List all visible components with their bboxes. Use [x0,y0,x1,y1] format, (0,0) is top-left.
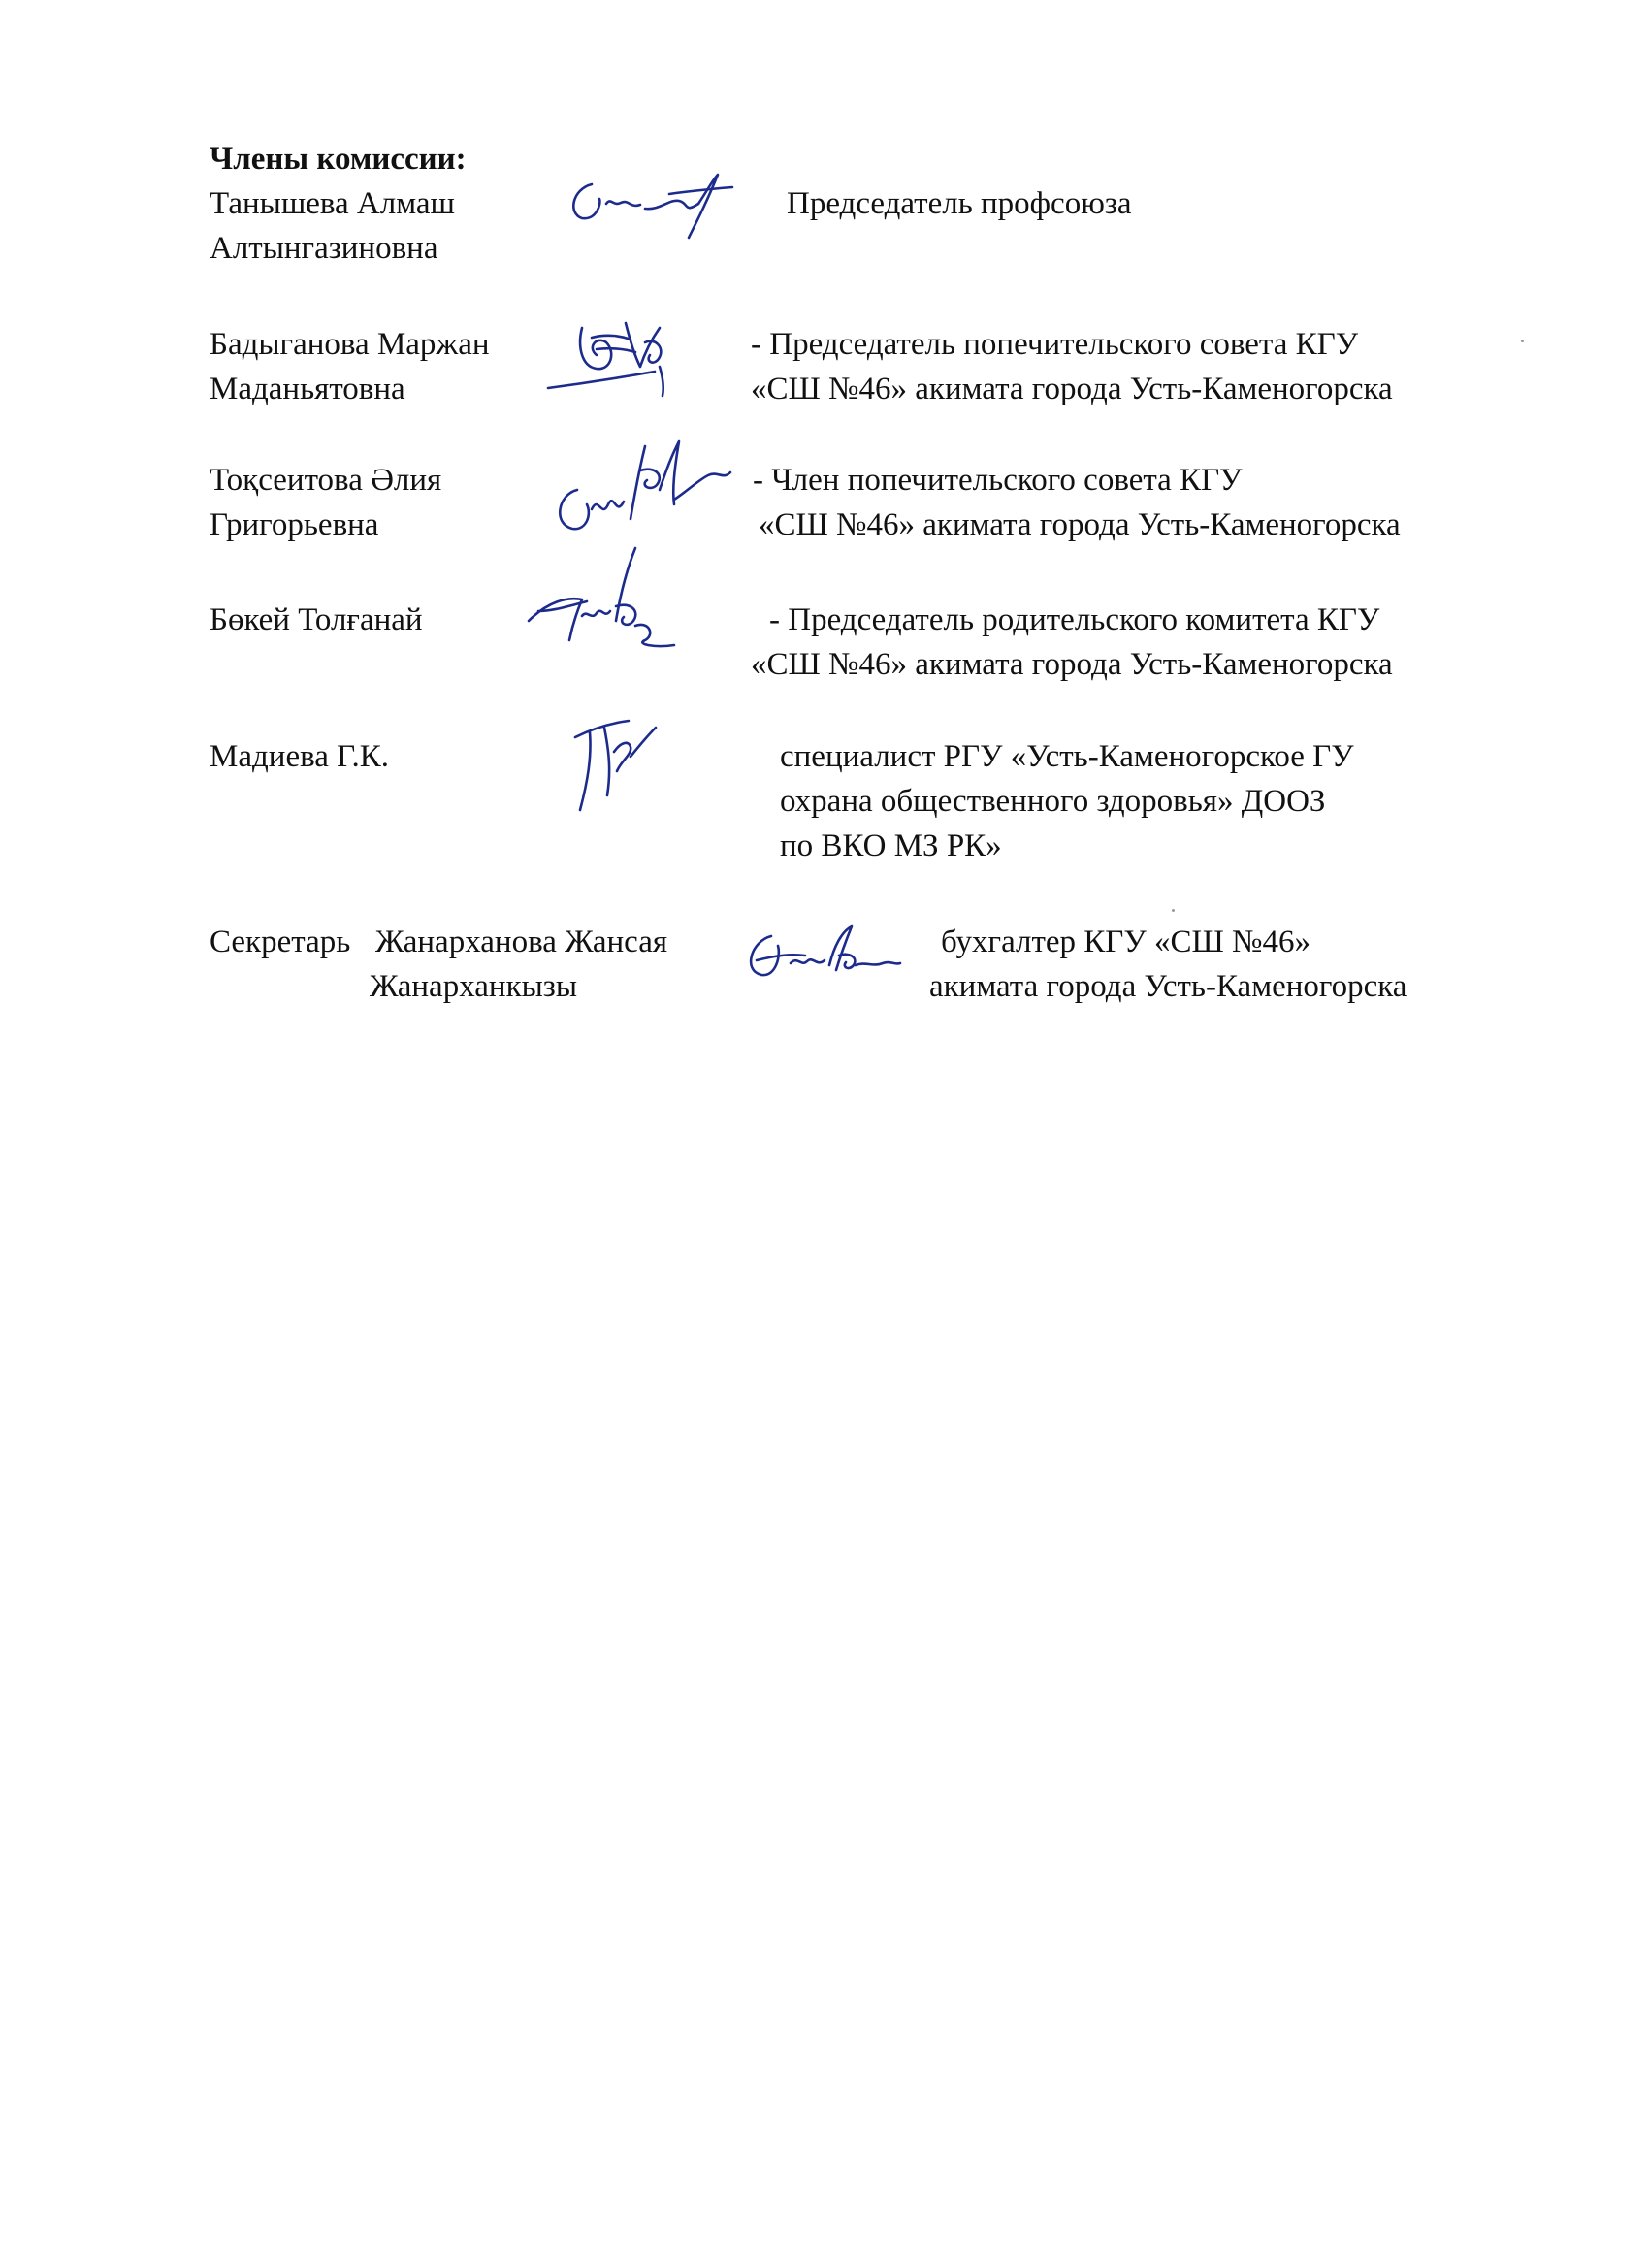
member-role-line: - Председатель родительского комитета КГУ [769,602,1380,637]
member-role-line: Председатель профсоюза [787,186,1132,221]
member-role-line: «СШ №46» акимата города Усть-Каменогорска [751,647,1393,682]
secretary-name-line: Жанарханова Жансая [375,924,668,959]
member-name-line: Григорьевна [210,507,379,542]
member-name-line: Бөкей Толғанай [210,602,423,637]
signature-icon [561,694,667,829]
secretary-role-line: бухгалтер КГУ «СШ №46» [941,924,1311,959]
member-role-line: по ВКО МЗ РК» [780,828,1002,863]
secretary-name-line: Жанарханкызы [370,969,577,1004]
heading: Члены комиссии: [210,142,467,177]
scan-speck [1172,909,1175,912]
member-role-line: «СШ №46» акимата города Усть-Каменогорска [759,507,1401,542]
member-name-line: Мадиева Г.К. [210,739,389,774]
member-name-line: Танышева Алмаш [210,186,455,221]
member-role-line: специалист РГУ «Усть-Каменогорское ГУ [780,739,1354,774]
signature-icon [538,299,694,405]
signature-icon [553,160,747,252]
scan-speck [1521,340,1524,342]
member-role-line: - Председатель попечительского совета КГУ [751,327,1359,362]
member-name-line: Алтынгазиновна [210,231,438,266]
member-role-line: - Член попечительского совета КГУ [753,463,1243,498]
signature-icon [737,917,902,994]
member-role-line: охрана общественного здоровья» ДООЗ [780,784,1326,819]
secretary-role-line: акимата города Усть-Каменогорска [929,969,1407,1004]
signature-icon [538,432,732,548]
signature-icon [509,543,684,664]
member-role-line: «СШ №46» акимата города Усть-Каменогорска [751,372,1393,406]
member-name-line: Бадыганова Маржан [210,327,490,362]
secretary-label: Секретарь [210,924,351,959]
member-name-line: Маданьятовна [210,372,405,406]
member-name-line: Тоқсеитова Әлия [210,463,442,498]
